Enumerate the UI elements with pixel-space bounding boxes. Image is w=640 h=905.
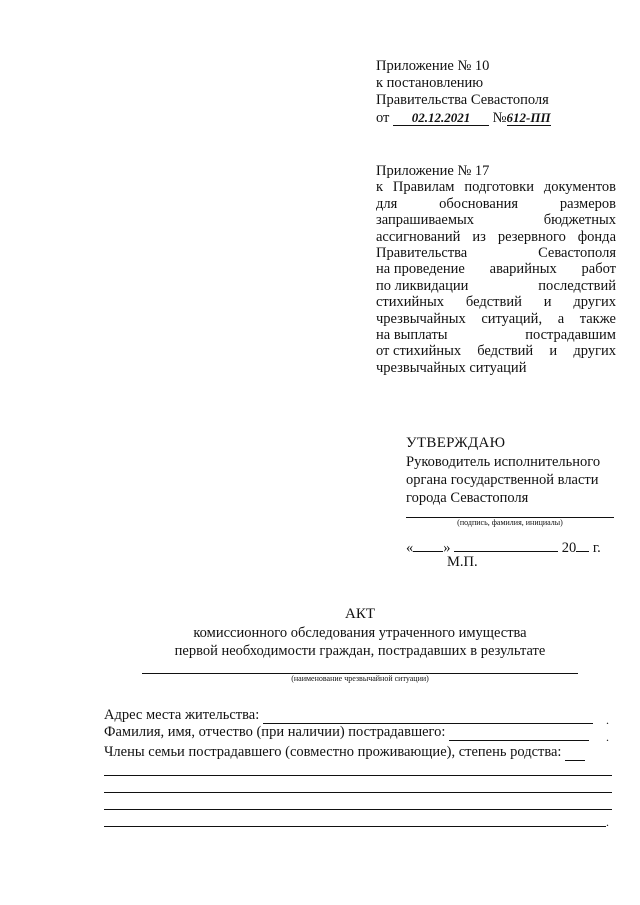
appendix-17-line bbox=[376, 311, 616, 327]
approval-block bbox=[406, 433, 616, 507]
appendix-17-line bbox=[376, 212, 616, 228]
appendix-17-word: и bbox=[543, 294, 552, 311]
approval-title: УТВЕРЖДАЮ bbox=[406, 435, 506, 451]
address-row bbox=[104, 707, 593, 724]
appendix-17-word: на выплаты bbox=[376, 326, 448, 343]
year-suffix: г. bbox=[592, 540, 601, 556]
appendix-17-word: резервного bbox=[497, 228, 566, 245]
appendix-17-word: пострадавшим bbox=[525, 326, 616, 343]
appendix-17-word: для bbox=[376, 195, 398, 212]
day-blank bbox=[413, 539, 443, 552]
appendix-17-line bbox=[376, 163, 616, 179]
appendix-17-word: и bbox=[549, 343, 558, 360]
appendix-17-word: подготовки bbox=[464, 179, 534, 196]
appendix-17-word: по ликвидации bbox=[376, 277, 469, 294]
act-subtitle-1: комиссионного обследования утраченного имущества bbox=[193, 625, 527, 641]
appendix-17-word: других bbox=[573, 294, 616, 311]
number-prefix: № bbox=[492, 110, 507, 126]
appendix-17-word: бюджетных bbox=[543, 212, 616, 229]
appendix-17-word: ситуаций, bbox=[481, 310, 543, 327]
name-end-dot: . bbox=[606, 730, 609, 744]
address-field[interactable] bbox=[263, 711, 593, 724]
name-label: Фамилия, имя, отчество (при наличии) пострадавшего: bbox=[104, 724, 446, 740]
appendix-17-word: к bbox=[376, 179, 384, 196]
appendix-17-line bbox=[376, 196, 616, 212]
approval-line3: города Севастополя bbox=[406, 490, 529, 506]
appendix-17-word: последствий bbox=[538, 277, 616, 294]
act-header bbox=[0, 605, 640, 660]
appendix-17-block bbox=[376, 163, 616, 376]
year-prefix: 20 bbox=[561, 540, 577, 556]
appendix-17-line bbox=[376, 278, 616, 294]
appendix-17-word: чрезвычайных bbox=[376, 310, 466, 327]
name-field[interactable] bbox=[449, 728, 589, 741]
appendix-17-word: документов bbox=[543, 179, 616, 196]
decree-date: 02.12.2021 bbox=[393, 110, 489, 126]
appendix-10-line2: к постановлению bbox=[376, 75, 484, 91]
appendix-17-word: из bbox=[472, 228, 486, 245]
address-label: Адрес места жительства: bbox=[104, 707, 260, 723]
appendix-10-title: Приложение № 10 bbox=[376, 58, 490, 74]
appendix-17-word: размеров bbox=[559, 195, 616, 212]
appendix-17-word: Севастополя bbox=[538, 244, 616, 261]
appendix-17-word: стихийных bbox=[376, 294, 445, 311]
appendix-17-line bbox=[376, 179, 616, 195]
appendix-17-word: обоснования bbox=[439, 195, 519, 212]
address-end-dot: . bbox=[606, 713, 609, 727]
family-line-4[interactable] bbox=[104, 826, 606, 827]
appendix-17-line bbox=[376, 245, 616, 261]
act-subtitle-2: первой необходимости граждан, пострадавших в результате bbox=[174, 643, 546, 659]
appendix-10-line3: Правительства Севастополя bbox=[376, 92, 549, 108]
appendix-17-line bbox=[376, 229, 616, 245]
family-line-1[interactable] bbox=[104, 775, 612, 776]
family-end-dot: . bbox=[606, 815, 609, 829]
month-blank bbox=[454, 539, 558, 552]
signature-caption: (подпись, фамилия, инициалы) bbox=[457, 518, 563, 527]
emergency-name-caption: (наименование чрезвычайной ситуации) bbox=[291, 674, 429, 683]
appendix-17-word: на проведение bbox=[376, 261, 465, 278]
family-line-2[interactable] bbox=[104, 792, 612, 793]
appendix-17-word: бедствий bbox=[465, 294, 522, 311]
family-row bbox=[104, 744, 585, 761]
appendix-17-word: Правительства bbox=[376, 244, 468, 261]
date-close-quote: » bbox=[443, 540, 451, 556]
appendix-17-word: бедствий bbox=[477, 343, 534, 360]
date-prefix: от bbox=[376, 110, 390, 126]
appendix-17-word: Правилам bbox=[392, 179, 455, 196]
year-blank bbox=[576, 539, 589, 552]
date-open-quote: « bbox=[406, 540, 414, 556]
appendix-17-line bbox=[376, 294, 616, 310]
name-row bbox=[104, 724, 589, 741]
appendix-17-word: аварийных bbox=[489, 261, 557, 278]
appendix-17-word: также bbox=[579, 310, 616, 327]
decree-number: 612-ПП bbox=[506, 110, 551, 125]
appendix-17-line bbox=[376, 261, 616, 277]
appendix-17-word: чрезвычайных ситуаций bbox=[376, 359, 527, 376]
appendix-10-date-row bbox=[376, 110, 551, 127]
approval-date-row bbox=[406, 539, 601, 557]
approval-line1: Руководитель исполнительного bbox=[406, 454, 601, 470]
family-line-3[interactable] bbox=[104, 809, 612, 810]
stamp-place: М.П. bbox=[447, 554, 478, 570]
appendix-17-word: а bbox=[557, 310, 565, 327]
appendix-17-word: работ bbox=[581, 261, 616, 278]
approval-line2: органа государственной власти bbox=[406, 472, 599, 488]
appendix-17-line bbox=[376, 327, 616, 343]
appendix-17-word: фонда bbox=[577, 228, 616, 245]
family-field[interactable] bbox=[565, 748, 585, 761]
appendix-17-line bbox=[376, 360, 616, 376]
appendix-17-word: других bbox=[573, 343, 616, 360]
appendix-17-word: от стихийных bbox=[376, 343, 462, 360]
act-title: АКТ bbox=[345, 606, 375, 622]
appendix-17-line bbox=[376, 343, 616, 359]
appendix-10-block bbox=[376, 58, 551, 127]
appendix-17-word: Приложение № 17 bbox=[376, 163, 490, 179]
family-label: Члены семьи пострадавшего (совместно проживающие), степень родства: bbox=[104, 744, 562, 760]
appendix-17-word: ассигнований bbox=[376, 228, 461, 245]
appendix-17-word: запрашиваемых bbox=[376, 212, 475, 229]
